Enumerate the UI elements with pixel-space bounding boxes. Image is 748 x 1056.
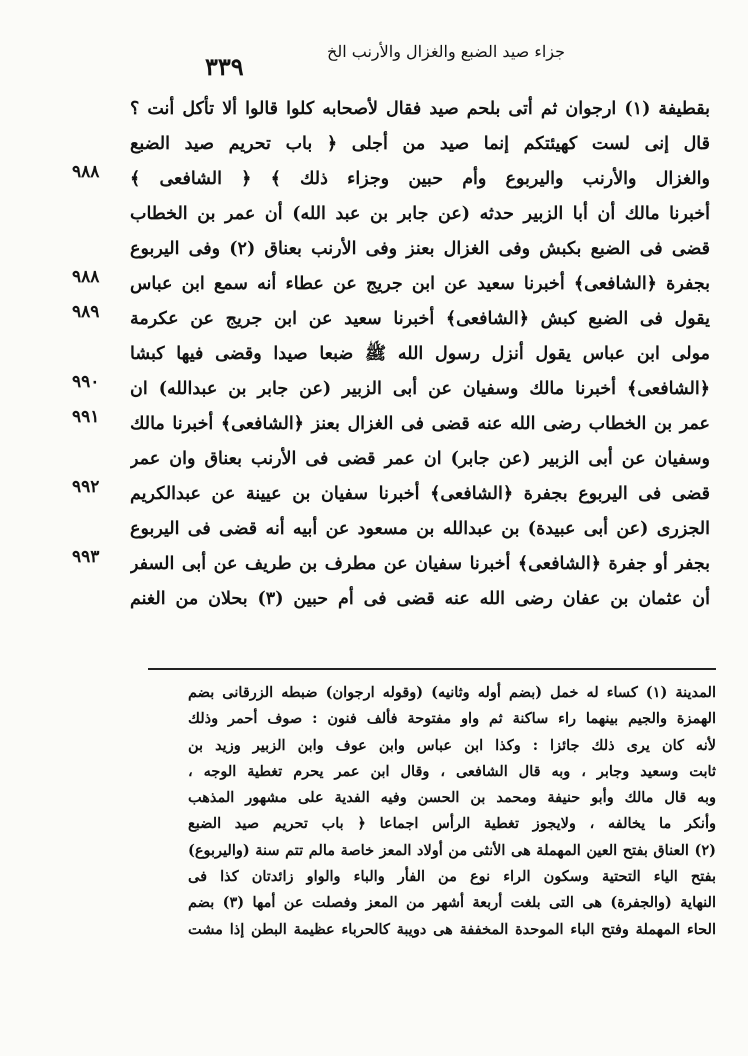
hadith-number: ٩٩٣ <box>72 547 100 567</box>
text-line <box>130 232 710 267</box>
footnote-line: النهاية (والجفرة) هى التى بلغت أربعة أشهر من المعز وفصلت عن أمها (٣) بضم <box>188 894 716 912</box>
line-text: عمر بن الخطاب رضى الله عنه قضى فى الغزال بعنز ﴿الشافعى﴾ أخبرنا مالك <box>130 414 710 434</box>
text-line <box>130 442 710 477</box>
hadith-number: ٩٨٨ <box>72 267 100 287</box>
text-line <box>130 372 710 407</box>
footnote-line: بفتح الياء التحتية وسكون الراء نوع من الفأر والباء والواو زائدتان كذا فى <box>188 868 716 886</box>
text-line <box>130 407 710 442</box>
text-line <box>130 127 710 162</box>
line-text: بجفرة ﴿الشافعى﴾ أخبرنا سعيد عن ابن جريج عن عطاء أنه سمع ابن عباس <box>130 274 710 294</box>
page-number: ٣٣٩ <box>205 52 244 81</box>
text-line <box>130 162 710 197</box>
line-text: والغزال والأرنب واليربوع وأم حبين وجزاء ذلك ﴾ ﴿ الشافعى ﴾ <box>130 169 710 189</box>
hadith-number: ٩٩١ <box>72 407 100 427</box>
running-title: جزاء صيد الضبع والغزال والأرنب الخ <box>327 42 565 61</box>
hadith-number: ٩٩٢ <box>72 477 100 497</box>
line-text: قضى فى الضبع بكبش وفى الغزال بعنز وفى الأرنب بعناق (٢) وفى اليربوع <box>130 239 710 259</box>
footnote-line: المدينة (١) كساء له خمل (بضم أوله وثانيه) (وقوله ارجوان) ضبطه الزرقانى بضم <box>188 684 716 701</box>
line-text: ﴿الشافعى﴾ أخبرنا مالك وسفيان عن أبى الزبير (عن جابر بن عبدالله) ان <box>130 379 710 399</box>
hadith-number: ٩٩٠ <box>72 372 100 392</box>
text-line <box>130 337 710 372</box>
footnote-line: (٢) العناق بفتح العين المهملة هى الأنثى من أولاد المعز خاصة مالم تتم سنة (واليربوع) <box>188 841 716 859</box>
text-line <box>130 92 710 127</box>
footnote-line: الهمزة والجيم بينهما راء ساكنة ثم واو مفتوحة فألف فنون : صوف أحمر وذلك <box>188 710 716 728</box>
text-line <box>130 302 710 337</box>
footnotes <box>188 680 716 943</box>
text-line <box>130 547 710 582</box>
line-text: بقطيفة (١) ارجوان ثم أتى بلحم صيد فقال لأصحابه كلوا قالوا ألا تأكل أنت ؟ <box>130 99 710 119</box>
footnote-line: لأنه كان يرى ذلك جائزا : وكذا ابن عباس وابن عوف وابن الزبير وزيد بن <box>188 736 716 754</box>
footnote-line: وأنكر ما يخالفه ، ولايجوز تغطية الرأس اجماعا ﴿ باب تحريم صيد الضبع <box>188 815 716 833</box>
footnote-separator <box>148 668 716 670</box>
hadith-number: ٩٨٩ <box>72 302 100 322</box>
text-line <box>130 582 710 617</box>
text-line <box>130 267 710 302</box>
line-text: قضى فى اليربوع بجفرة ﴿الشافعى﴾ أخبرنا سفيان بن عيينة عن عبدالكريم <box>130 484 710 504</box>
footnote-line: الحاء المهملة وفتح الباء الموحدة المخففة هى دويبة كالحرباء عظيمة البطن إذا مشت <box>188 920 716 938</box>
text-line <box>130 477 710 512</box>
line-text: أخبرنا مالك أن أبا الزبير حدثه (عن جابر بن عبد الله) أن عمر بن الخطاب <box>130 204 710 224</box>
line-text: يقول فى الضبع كبش ﴿الشافعى﴾ أخبرنا سعيد عن ابن جريج عن عكرمة <box>130 309 710 329</box>
line-text: الجزرى (عن أبى عبيدة) بن عبدالله بن مسعود عن أبيه أنه قضى فى اليربوع <box>130 519 710 539</box>
line-text: مولى ابن عباس يقول أنزل رسول الله ﷺ ضبعا صيدا وقضى فيها كبشا <box>130 344 710 364</box>
line-text: أن عثمان بن عفان رضى الله عنه قضى فى أم حبين (٣) بحلان من الغنم <box>130 589 710 609</box>
main-text <box>72 92 710 617</box>
footnote-line: ثابت وسعيد وجابر ، وبه قال الشافعى ، وقال ابن عمر يحرم تغطية الوجه ، <box>188 762 716 780</box>
hadith-number: ٩٨٨ <box>72 162 100 182</box>
line-text: وسفيان عن أبى الزبير (عن جابر) ان عمر قضى فى الأرنب بعناق وان عمر <box>130 449 710 469</box>
footnote-line: وبه قال مالك وأبو حنيفة ومحمد بن الحسن وفيه الفدية على مشهور المذهب <box>188 789 716 807</box>
text-line <box>130 512 710 547</box>
text-line <box>130 197 710 232</box>
line-text: قال إنى لست كهيئتكم إنما صيد من أجلى ﴿ باب تحريم صيد الضبع <box>130 134 710 154</box>
line-text: بجفر أو جفرة ﴿الشافعى﴾ أخبرنا سفيان عن مطرف بن طريف عن أبى السفر <box>130 554 710 574</box>
